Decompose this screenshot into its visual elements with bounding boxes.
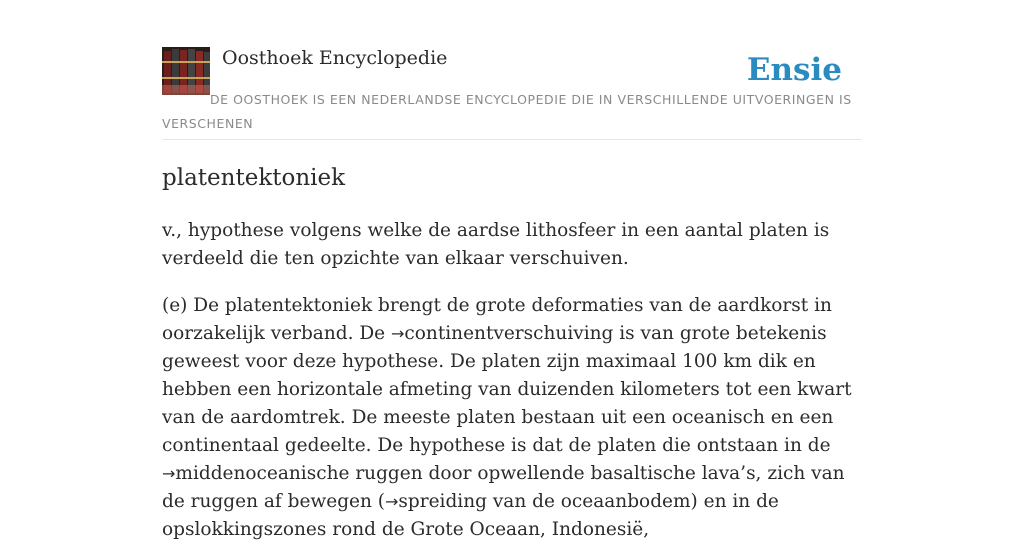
link-label: spreiding van de oceaanbodem bbox=[398, 491, 691, 512]
brand-logo[interactable]: Ensie bbox=[746, 52, 842, 88]
site-tagline: DE OOSTHOEK IS EEN NEDERLANDSE ENCYCLOPEDIE DIE IN VERSCHILLENDE UITVOERINGEN IS VERSCHENEN bbox=[162, 92, 852, 131]
body-text: door opwellende basaltische lava’s, zich van de ruggen af bewegen ( bbox=[162, 463, 845, 512]
arrow-right-icon: → bbox=[385, 492, 399, 511]
article bbox=[162, 160, 862, 544]
link-middenoceanische-ruggen[interactable] bbox=[162, 463, 423, 484]
arrow-right-icon: → bbox=[391, 324, 405, 343]
article-definition: v., hypothese volgens welke de aardse lithosfeer in een aantal platen is verdeeld die ten opzichte van elkaar verschuiven. bbox=[162, 220, 830, 269]
site-name[interactable]: Oosthoek Encyclopedie bbox=[222, 47, 448, 69]
body-text: is van grote betekenis geweest voor deze hypothese. De platen zijn maximaal 100 km dik en hebben een horizontale afmeting van duizenden kilometers tot een kwart van de aardomtrek. De meeste platen bestaan uit een oceanisch en een continentaal gedeelte. De hypothese is dat de platen die ontstaan in de bbox=[162, 323, 852, 456]
body-text: ) en in de opslokkingszones rond de Grote Oceaan, Indonesië, bbox=[162, 491, 779, 540]
body-text: (e) De platentektoniek brengt de grote deformaties van de aardkorst in oorzakelijk verband. De bbox=[162, 295, 832, 344]
link-label: continentverschuiving bbox=[404, 323, 614, 344]
site-header bbox=[162, 0, 862, 140]
article-title: platentektoniek bbox=[162, 165, 346, 191]
link-spreiding-oceaanbodem[interactable] bbox=[385, 491, 691, 512]
arrow-right-icon: → bbox=[162, 464, 176, 483]
article-body bbox=[162, 292, 862, 544]
page bbox=[162, 0, 862, 540]
link-label: middenoceanische ruggen bbox=[175, 463, 423, 484]
link-continentverschuiving[interactable] bbox=[391, 323, 613, 344]
